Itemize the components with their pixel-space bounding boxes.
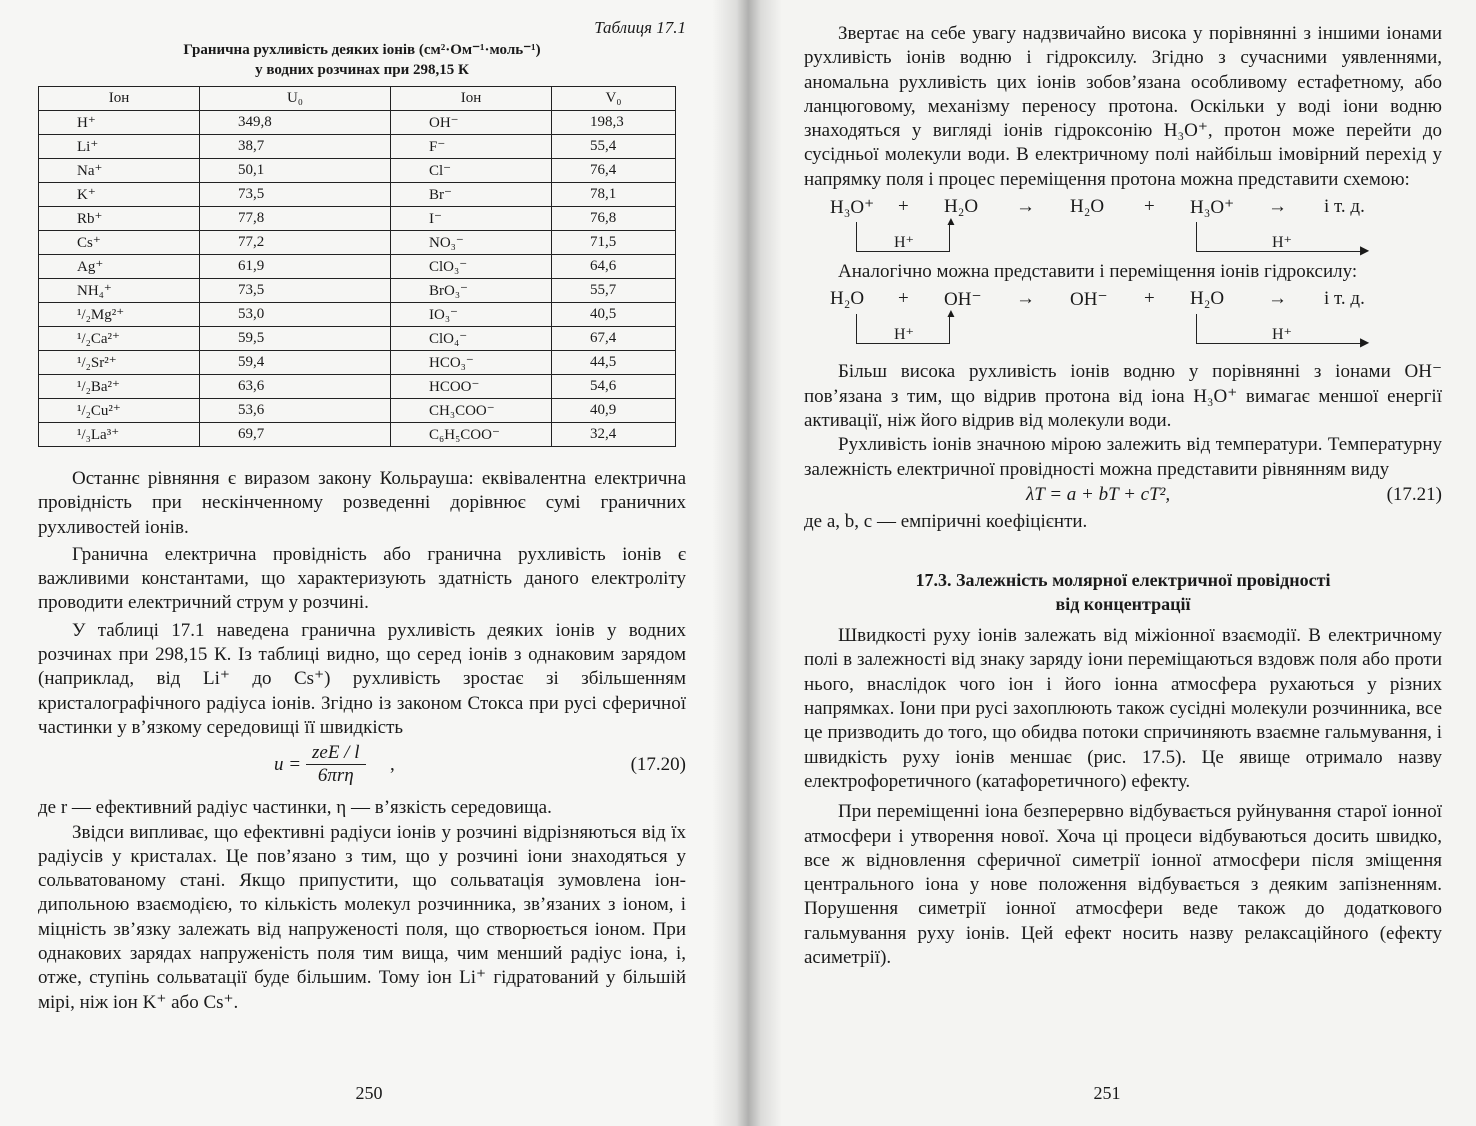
header-v0: V₀ (552, 87, 676, 111)
v0-cell: 198,3 (552, 111, 676, 135)
table-row (39, 399, 676, 423)
scheme1-term1: H₃O⁺ (830, 197, 875, 219)
table-title (38, 40, 686, 80)
formula-17-20 (38, 740, 686, 796)
cation-cell: Rb⁺ (39, 207, 200, 231)
table-row (39, 279, 676, 303)
scheme1-etc: і т. д. (1324, 196, 1365, 218)
table-header-row (39, 87, 676, 111)
cation-cell: ¹/₂Sr²⁺ (39, 351, 200, 375)
u0-cell: 53,0 (200, 303, 391, 327)
scheme1-term2: H₂O (944, 196, 979, 218)
header-ion-cation: Іон (39, 87, 200, 111)
scheme1-right-arrow-icon: ▶ (1360, 243, 1370, 258)
anion-cell: I⁻ (391, 207, 552, 231)
table-row (39, 351, 676, 375)
scheme2-plus1: + (898, 288, 909, 310)
u0-cell: 53,6 (200, 399, 391, 423)
scheme2-term4: H₂O (1190, 288, 1225, 310)
table-row (39, 111, 676, 135)
scheme2-term3: OH⁻ (1070, 289, 1108, 311)
scheme2-proton-label1: H⁺ (894, 326, 914, 344)
section-heading (804, 568, 1442, 616)
table-caption: Таблиця 17.1 (594, 18, 686, 37)
paragraph-where-r: де r — ефективний радіус частинки, η — в’язкість середовища. (38, 797, 552, 819)
anion-cell: NO₃⁻ (391, 231, 552, 255)
u0-cell: 38,7 (200, 135, 391, 159)
cation-cell: Na⁺ (39, 159, 200, 183)
table-body (39, 111, 676, 447)
v0-cell: 67,4 (552, 327, 676, 351)
formula-denominator: 6πrη (317, 765, 354, 787)
table-row (39, 159, 676, 183)
v0-cell: 71,5 (552, 231, 676, 255)
paragraph-temperature: Рухливість іонів значною мірою залежить від температури. Температурну залежність електричної провідності можна представити рівнянням виду (804, 434, 1442, 480)
anion-cell: IO₃⁻ (391, 303, 552, 327)
table-title-line1: Гранична рухливість деяких іонів (см²·Ом⁻¹·моль⁻¹) (183, 42, 541, 58)
hydroxyl-transfer-scheme (804, 284, 1442, 352)
scheme2-etc: і т. д. (1324, 288, 1365, 310)
scheme2-up-arrow-icon: ▲ (945, 306, 957, 321)
v0-cell: 78,1 (552, 183, 676, 207)
v0-cell: 64,6 (552, 255, 676, 279)
right-page (738, 0, 1476, 1126)
anion-cell: ClO₃⁻ (391, 255, 552, 279)
scheme1-up-arrow-icon: ▲ (945, 214, 957, 229)
u0-cell: 73,5 (200, 279, 391, 303)
u0-cell: 77,2 (200, 231, 391, 255)
scheme1-bracket-left (856, 222, 857, 252)
anion-cell: ClO₄⁻ (391, 327, 552, 351)
table-row (39, 255, 676, 279)
equation-text: λT = a + bT + cT², (1026, 483, 1171, 505)
anion-cell: HCO₃⁻ (391, 351, 552, 375)
table-row (39, 327, 676, 351)
ion-mobility-table (38, 86, 676, 447)
table-row (39, 423, 676, 447)
u0-cell: 50,1 (200, 159, 391, 183)
v0-cell: 76,4 (552, 159, 676, 183)
scheme2-plus2: + (1144, 288, 1155, 310)
formula-fraction (306, 742, 366, 787)
u0-cell: 61,9 (200, 255, 391, 279)
scheme1-term3: H₂O (1070, 196, 1105, 218)
page-number-left: 250 (355, 1083, 383, 1103)
formula-lhs: u = (274, 754, 302, 776)
u0-cell: 59,5 (200, 327, 391, 351)
u0-cell: 73,5 (200, 183, 391, 207)
anion-cell: CH₃COO⁻ (391, 399, 552, 423)
u0-cell: 349,8 (200, 111, 391, 135)
paragraph-anomalous-mobility: Звертає на себе увагу надзвичайно висока у порівнянні з іншими іонами рухливість іонів водню і гідроксилу. Згідно з сучасними уявленнями, аномальна рухливість цих іонів зобов’язана особливому естафетному, або ланцюговому, механізму переносу протона. Оскільки у воді іони водню знаходяться у вигляді іонів гідроксонію H₃O⁺, протон може перейти до сусідньої молекули води. В електричному полі найбільш імовірний перехід у напрямку поля і процес переміщення протона можна представити схемою: (804, 23, 1442, 190)
u0-cell: 63,6 (200, 375, 391, 399)
u0-cell: 59,4 (200, 351, 391, 375)
anion-cell: Cl⁻ (391, 159, 552, 183)
paragraph-relaxation: При переміщенні іона безперервно відбувається руйнування старої іонної атмосфери і утворення нової. Хоча ці процеси відбуваються досить швидко, все ж відновлення сферичної симетрії іонної атмосфери після зміщення центрального іона у нове положення відбувається з деяким запізненням. Порушення симетрії іонної атмосфери веде також до додаткового гальмування руху іонів. Цей ефект носить назву релаксаційного (ефекту асиметрії). (804, 801, 1442, 969)
u0-cell: 77,8 (200, 207, 391, 231)
anion-cell: OH⁻ (391, 111, 552, 135)
cation-cell: Cs⁺ (39, 231, 200, 255)
scheme2-arrow2: → (1268, 288, 1287, 310)
v0-cell: 40,9 (552, 399, 676, 423)
paragraph-kohlrausch: Останнє рівняння є виразом закону Кольрауша: еквівалентна електрична провідність при нескінченному розведенні дорівнює сумі граничних рухливостей іонів. (38, 468, 686, 538)
scheme2-bracket-left (856, 314, 857, 344)
cation-cell: ¹/₂Mg²⁺ (39, 303, 200, 327)
scheme2-proton-label2: H⁺ (1272, 326, 1292, 344)
cation-cell: ¹/₃La³⁺ (39, 423, 200, 447)
cation-cell: K⁺ (39, 183, 200, 207)
paragraph-hydroxyl: Аналогічно можна представити і переміщення іонів гідроксилу: (838, 261, 1358, 283)
v0-cell: 55,7 (552, 279, 676, 303)
cation-cell: Ag⁺ (39, 255, 200, 279)
cation-cell: ¹/₂Cu²⁺ (39, 399, 200, 423)
cation-cell: ¹/₂Ca²⁺ (39, 327, 200, 351)
anion-cell: BrO₃⁻ (391, 279, 552, 303)
paragraph-solvation: Звідси випливає, що ефективні радіуси іонів у розчині відрізняються від їх радіусів у кристалах. Це пов’язано з тим, що у розчині іони знаходяться у сольватованому стані. Якщо припустити, що сольватація зумовлена іон-дипольною взаємодією, то кількість молекул розчинника, зв’язаних з іоном, і міцність зв’язку залежать від напруженості поля, що створюється іоном. При однакових зарядах напруженість поля тим вища, чим менший радіус іона, і, отже, ступінь сольватації буде більшим. Тому іон Li⁺ гідратований у більшій мірі, ніж іон K⁺ або Cs⁺. (38, 821, 686, 1013)
formula-numerator: zeE / l (306, 742, 366, 765)
scheme2-term1: H₂O (830, 288, 865, 310)
scheme1-proton-label1: H⁺ (894, 234, 914, 252)
table-row (39, 375, 676, 399)
v0-cell: 76,8 (552, 207, 676, 231)
table-row (39, 135, 676, 159)
scheme1-term4: H₃O⁺ (1190, 197, 1235, 219)
table-row (39, 207, 676, 231)
anion-cell: HCOO⁻ (391, 375, 552, 399)
scheme1-arrow1: → (1016, 196, 1035, 218)
v0-cell: 55,4 (552, 135, 676, 159)
v0-cell: 32,4 (552, 423, 676, 447)
anion-cell: F⁻ (391, 135, 552, 159)
table-row (39, 231, 676, 255)
scheme1-plus2: + (1144, 196, 1155, 218)
scheme2-term2: OH⁻ (944, 289, 982, 311)
page-number-right: 251 (1093, 1083, 1121, 1103)
scheme2-arrow-start (1196, 314, 1197, 344)
cation-cell: NH₄⁺ (39, 279, 200, 303)
formula-comma: , (390, 754, 395, 776)
header-ion-anion: Іон (391, 87, 552, 111)
header-u0: U₀ (200, 87, 391, 111)
cation-cell: ¹/₂Ba²⁺ (39, 375, 200, 399)
section-heading-line2: від концентрації (1055, 594, 1191, 615)
table-row (39, 303, 676, 327)
scheme1-arrow2: → (1268, 196, 1287, 218)
scheme1-arrow-start (1196, 222, 1197, 252)
section-heading-line1: 17.3. Залежність молярної електричної провідності (915, 570, 1331, 591)
scheme2-right-arrow-icon: ▶ (1360, 335, 1370, 350)
anion-cell: Br⁻ (391, 183, 552, 207)
paragraph-limiting-conductivity: Гранична електрична провідність або гранична рухливість іонів є важливими константами, що характеризують здатність даного електроліту проводити електричний струм у розчині. (38, 543, 686, 614)
cation-cell: H⁺ (39, 111, 200, 135)
v0-cell: 44,5 (552, 351, 676, 375)
paragraph-table-description: У таблиці 17.1 наведена гранична рухливість деяких іонів у водних розчинах при 298,15 К. Із таблиці видно, що серед іонів з однаковим зарядом (наприклад, від Li⁺ до Cs⁺) рухливість зростає зі збільшенням кристалографічного радіуса іонів. Згідно із законом Стокса при русі сферичної частинки у в’язкому середовищі її швидкість (38, 619, 686, 738)
scheme2-arrow1: → (1016, 288, 1035, 310)
anion-cell: C₆H₅COO⁻ (391, 423, 552, 447)
equation-number: (17.21) (1386, 483, 1442, 505)
formula-number: (17.20) (630, 754, 686, 776)
u0-cell: 69,7 (200, 423, 391, 447)
scheme1-proton-label2: H⁺ (1272, 234, 1292, 252)
table-title-line2: у водних розчинах при 298,15 К (255, 62, 469, 78)
proton-transfer-scheme (804, 192, 1442, 260)
paragraph-coefficients: де a, b, c — емпіричні коефіцієнти. (804, 510, 1088, 532)
equation-17-21 (804, 482, 1442, 510)
v0-cell: 40,5 (552, 303, 676, 327)
table-row (39, 183, 676, 207)
paragraph-electrophoretic: Швидкості руху іонів залежать від міжіонної взаємодії. В електричному полі в залежності від знаку заряду іони переміщаються вздовж поля або проти нього, внаслідок чого іон і його іонна атмосфера рухаються у різних напрямках. Іони при русі захоплюють також сусідні молекули розчинника, все це призводить до того, що обидва потоки спричиняють взаємне гальмування, і швидкість руху іонів меншає (рис. 17.5). Це явище отримало назву електрофоретичного (катафоретичного) ефекту. (804, 625, 1442, 792)
v0-cell: 54,6 (552, 375, 676, 399)
scheme1-plus1: + (898, 196, 909, 218)
cation-cell: Li⁺ (39, 135, 200, 159)
paragraph-proton-detachment: Більш висока рухливість іонів водню у порівнянні з іонами OH⁻ пов’язана з тим, що відрив протона від іона H₃O⁺ вимагає меншої енергії активації, ніж його відрив від молекули води. (804, 361, 1442, 431)
